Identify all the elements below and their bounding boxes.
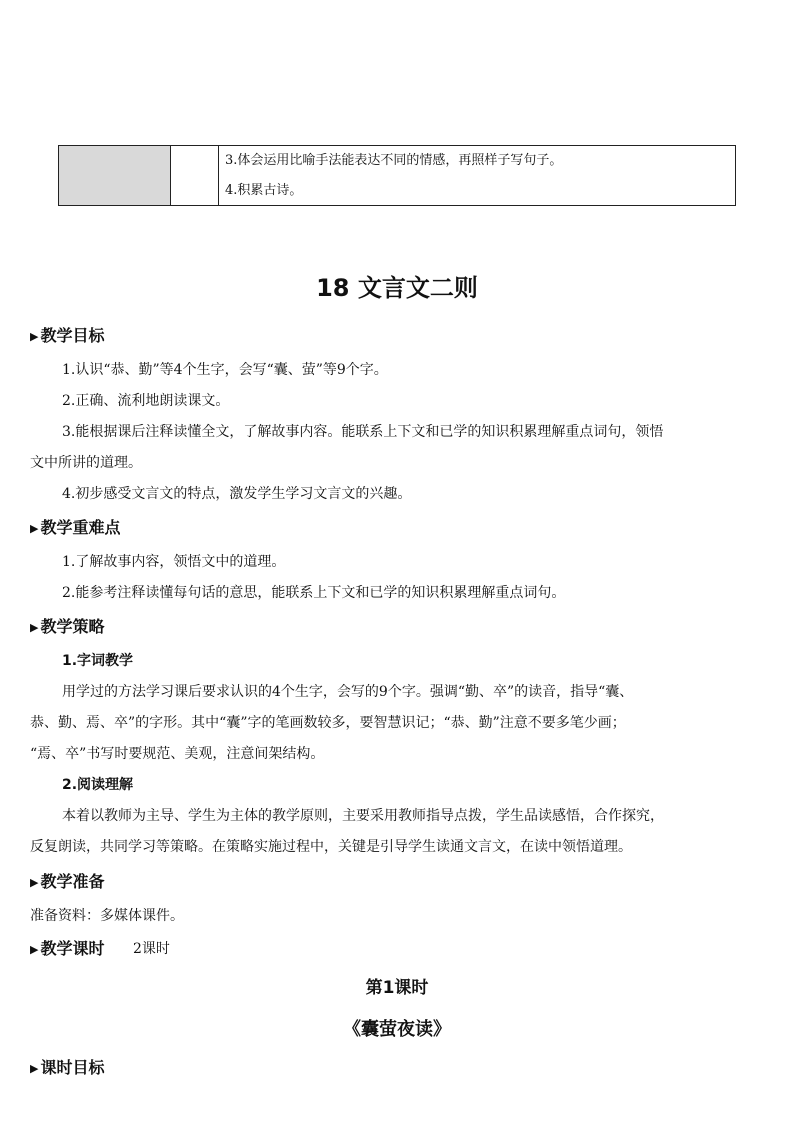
goal-item: 4.初步感受文言文的特点，激发学生学习文言文的兴趣。 xyxy=(62,486,412,502)
section-heading-preparation: ▶ 教学准备 xyxy=(30,872,105,891)
goal-item: 3.能根据课后注释读懂全文，了解故事内容。能联系上下文和已学的知识积累理解重点词句，领悟 xyxy=(62,424,664,440)
carryover-table xyxy=(58,145,736,206)
key-point-item: 2.能参考注释读懂每句话的意思，能联系上下文和已学的知识积累理解重点词句。 xyxy=(62,585,566,601)
goal-item: 1.认识“恭、勤”等4个生字，会写“囊、萤”等9个字。 xyxy=(62,362,388,378)
triangle-bullet-icon: ▶ xyxy=(30,621,39,634)
section-heading-hours: ▶ 教学课时 xyxy=(30,939,105,958)
section-heading-period-goals: ▶ 课时目标 xyxy=(30,1058,105,1077)
strategy-paragraph-line: 恭、勤、焉、卒”的字形。其中“囊”字的笔画数较多，要智慧识记；“恭、勤”注意不要多笔少画； xyxy=(30,715,626,731)
strategy-paragraph-line: 用学过的方法学习课后要求认识的4个生字，会写的9个字。强调“勤、卒”的读音，指导“囊、 xyxy=(62,684,634,700)
period-title: 第1课时 xyxy=(365,978,429,998)
triangle-bullet-icon: ▶ xyxy=(30,330,39,343)
triangle-bullet-icon: ▶ xyxy=(30,943,39,956)
triangle-bullet-icon: ▶ xyxy=(30,522,39,535)
goal-item: 2.正确、流利地朗读课文。 xyxy=(62,393,230,409)
lesson-title: 18 文言文二则 xyxy=(316,274,478,302)
table-row-text: 4.积累古诗。 xyxy=(225,183,303,198)
section-heading-strategy: ▶ 教学策略 xyxy=(30,617,105,636)
text-title: 《囊萤夜读》 xyxy=(343,1019,451,1040)
goal-item: 文中所讲的道理。 xyxy=(30,455,142,471)
strategy-paragraph-line: “焉、卒”书写时要规范、美观，注意间架结构。 xyxy=(30,746,325,762)
triangle-bullet-icon: ▶ xyxy=(30,876,39,889)
table-empty-cell xyxy=(171,146,219,205)
strategy-subheading: 2.阅读理解 xyxy=(62,777,134,793)
section-heading-goals: ▶ 教学目标 xyxy=(30,326,105,345)
strategy-paragraph-line: 反复朗读，共同学习等策略。在策略实施过程中，关键是引导学生读通文言文，在读中领悟道理。 xyxy=(30,839,632,855)
strategy-paragraph-line: 本着以教师为主导、学生为主体的教学原则，主要采用教师指导点拨，学生品读感悟，合作探究， xyxy=(62,808,664,824)
strategy-subheading: 1.字词教学 xyxy=(62,653,134,669)
key-point-item: 1.了解故事内容，领悟文中的道理。 xyxy=(62,554,286,570)
section-heading-key-points: ▶ 教学重难点 xyxy=(30,518,121,537)
table-row-text: 3.体会运用比喻手法能表达不同的情感，再照样子写句子。 xyxy=(225,153,563,168)
hours-value: 2课时 xyxy=(133,941,170,957)
preparation-text: 准备资料：多媒体课件。 xyxy=(30,908,184,924)
table-shaded-cell xyxy=(59,146,171,205)
triangle-bullet-icon: ▶ xyxy=(30,1062,39,1075)
